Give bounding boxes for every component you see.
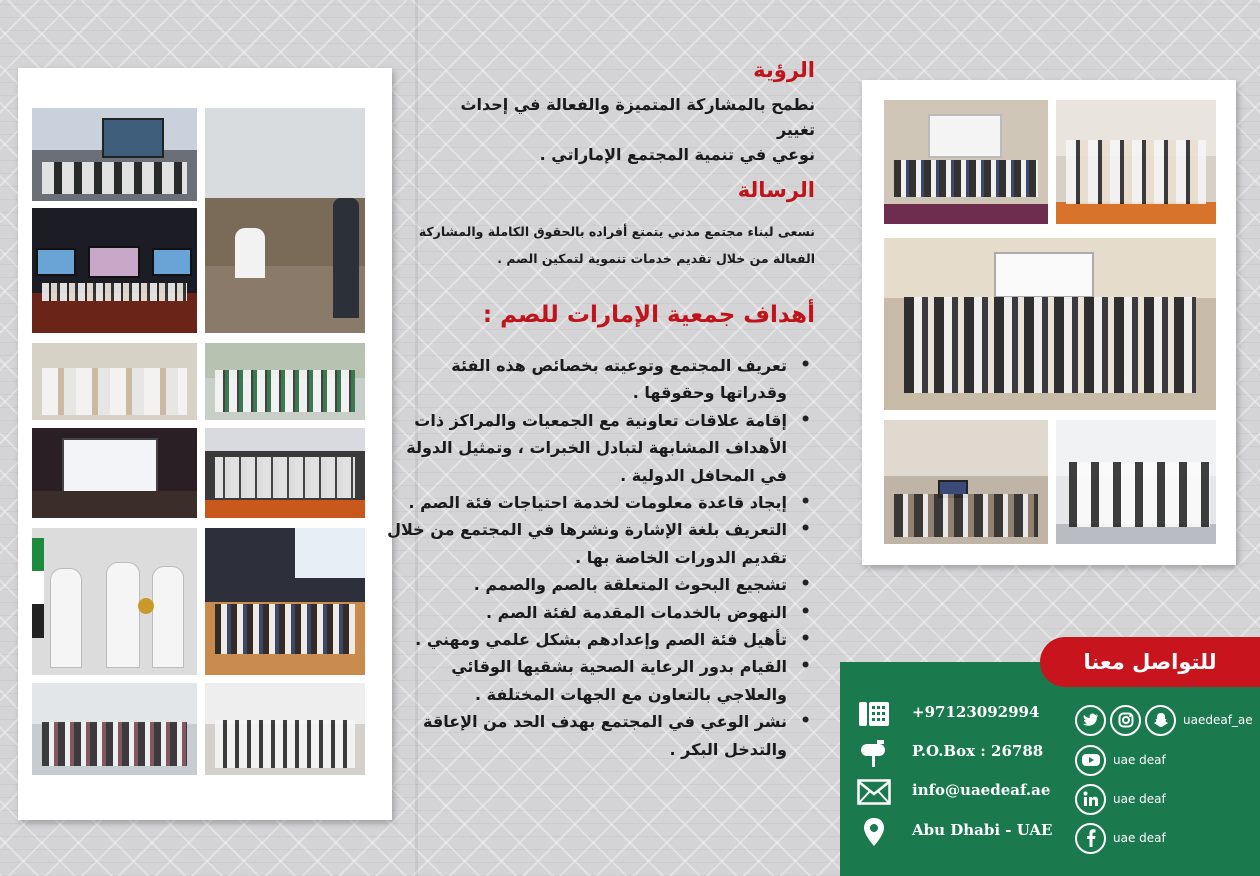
instagram-icon[interactable] [1110, 705, 1141, 736]
photo-exhibition-booth [1056, 100, 1216, 224]
left-photo-collage [18, 68, 392, 820]
photo-stage-lineup [205, 428, 365, 518]
goal-line: في المحافل الدولية . [620, 465, 787, 485]
location-text: Abu Dhabi - UAE [912, 821, 1053, 839]
vision-text [420, 92, 815, 167]
linkedin-label: uae deaf [1113, 792, 1166, 806]
phone-row[interactable] [856, 699, 1040, 729]
goal-line: • تشجيع البحوث المتعلقة بالصم والصمم . [420, 571, 815, 598]
goals-title: أهداف جمعية الإمارات للصم : [482, 302, 815, 328]
linkedin-row[interactable] [1075, 783, 1166, 815]
goal-line: • إقامة علاقات تعاونية مع الجمعيات والمراكز ذات [420, 407, 815, 434]
linkedin-icon [1075, 784, 1106, 815]
facebook-icon [1075, 823, 1106, 854]
location-pin-icon [856, 817, 892, 847]
goal-line: والعلاجي بالتعاون مع الجهات المختلفة . [475, 684, 787, 704]
photo-classroom [884, 420, 1048, 544]
photo-hall-crowd [205, 683, 365, 775]
goal-line: • تعريف المجتمع وتوعيته بخصائص هذه الفئة [420, 352, 815, 379]
pobox-row [856, 738, 1044, 768]
contact-panel [840, 662, 1260, 876]
goal-line: • تأهيل فئة الصم وإعدادهم بشكل علمي ومهني . [420, 626, 815, 653]
phone-number: +97123092994 [912, 703, 1040, 721]
photo-students-circle [205, 343, 365, 420]
mission-line: نسعى لبناء مجتمع مدني يتمتع أفراده بالحقوق الكاملة والمشاركة [418, 224, 815, 239]
twitter-icon[interactable] [1075, 705, 1106, 736]
photo-seated-audience [884, 100, 1048, 224]
social-main-row [1075, 704, 1253, 736]
photo-tv-studio [32, 108, 197, 201]
facebook-row[interactable] [1075, 822, 1166, 854]
goal-line: • القيام بدور الرعاية الصحية بشقيها الوقائي [420, 653, 815, 680]
goal-line: • نشر الوعي في المجتمع بهدف الحد من الإعاقة [420, 708, 815, 735]
youtube-row[interactable] [1075, 744, 1166, 776]
email-icon [856, 777, 892, 807]
social-handle: uaedeaf_ae [1183, 713, 1253, 727]
youtube-icon [1075, 745, 1106, 776]
photo-officials-group [32, 343, 197, 420]
mission-text [415, 218, 815, 272]
facebook-label: uae deaf [1113, 831, 1166, 845]
goals-list [387, 352, 815, 763]
goal-line: • التعريف بلغة الإشارة ونشرها في المجتمع من خلال [420, 516, 815, 543]
photo-presentation-screen [32, 428, 197, 518]
photo-visitors-lineup [1056, 420, 1216, 544]
goal-line: • إيجاد قاعدة معلومات لخدمة احتياجات فئة الصم . [420, 489, 815, 516]
mission-title: الرسالة [737, 178, 815, 202]
photo-conference-group [32, 683, 197, 775]
mailbox-icon [856, 738, 892, 768]
snapchat-icon[interactable] [1145, 705, 1176, 736]
goal-line: وقدراتها وحقوقها . [632, 383, 787, 403]
vision-line: نوعي في تنمية المجتمع الإماراتي . [539, 145, 815, 164]
right-photo-collage [862, 80, 1236, 565]
pobox-text: P.O.Box : 26788 [912, 742, 1044, 760]
goal-line: الأهداف المشابهة لتبادل الخبرات ، وتمثيل الدولة [406, 438, 787, 458]
goal-line: والتدخل البكر . [669, 739, 787, 759]
location-row [856, 817, 1053, 847]
goal-line: • النهوض بالخدمات المقدمة لفئة الصم . [420, 599, 815, 626]
email-address: info@uaedeaf.ae [912, 781, 1051, 799]
phone-icon [856, 699, 892, 729]
photo-stage-event [32, 208, 197, 333]
youtube-label: uae deaf [1113, 753, 1166, 767]
photo-award-ceremony [32, 528, 197, 675]
email-row[interactable] [856, 777, 1051, 807]
photo-lecture-hall [205, 108, 365, 333]
vision-title: الرؤية [753, 58, 815, 82]
mission-line: الفعالة من خلال تقديم خدمات تنموية لتمكين الصم . [497, 251, 815, 266]
contact-title: للتواصل معنا [1040, 637, 1260, 687]
photo-youth-group [205, 528, 365, 675]
vision-line: نطمح بالمشاركة المتميزة والفعالة في إحداث تغيير [460, 95, 815, 139]
photo-large-group [884, 238, 1216, 410]
goal-line: تقديم الدورات الخاصة بها . [575, 547, 787, 567]
